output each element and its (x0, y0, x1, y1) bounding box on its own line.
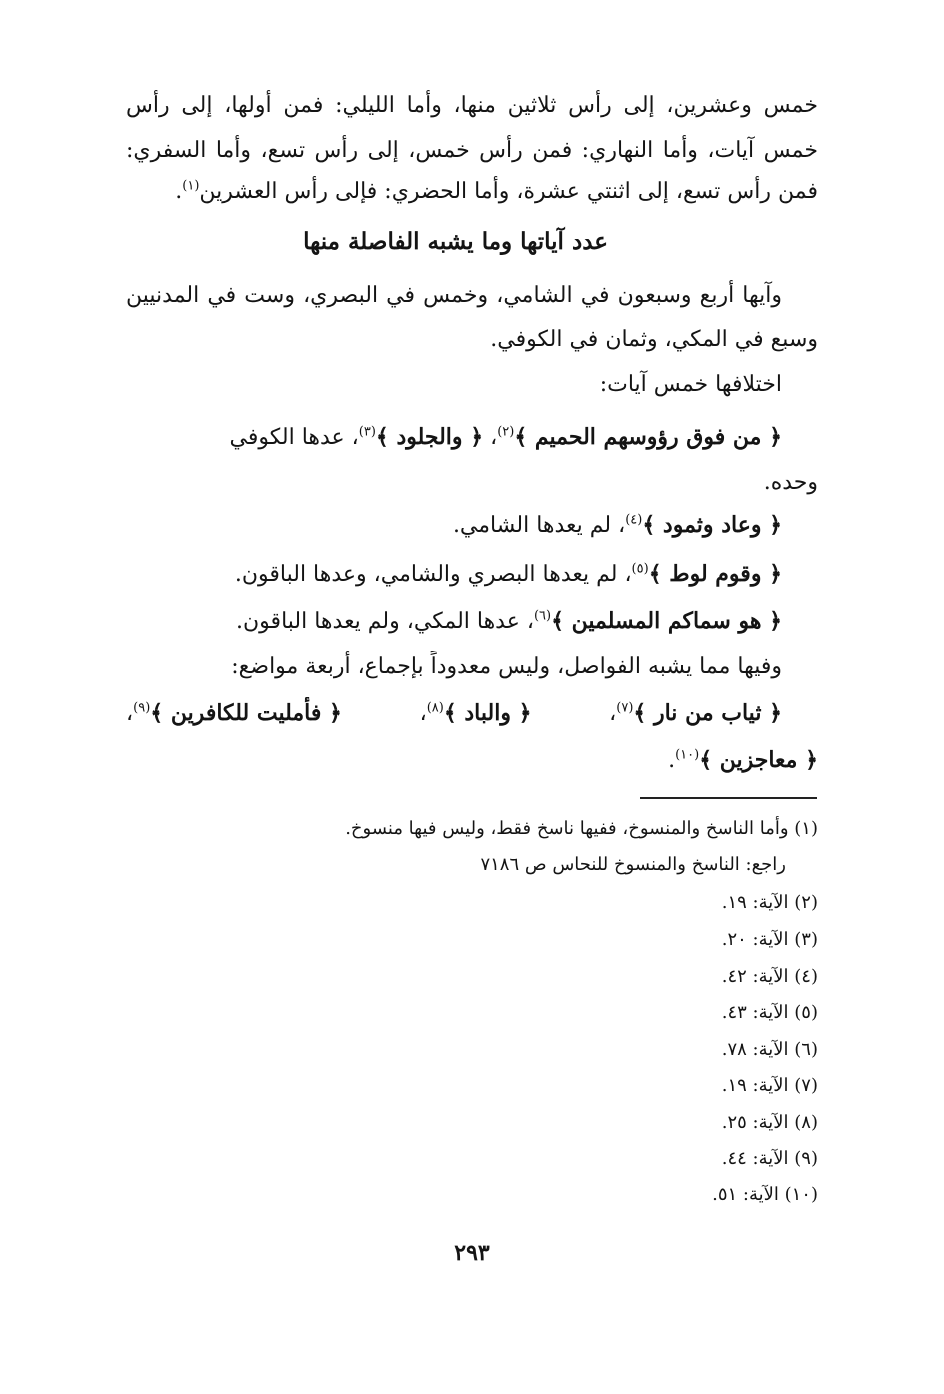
footnote-ref-4: (٤) (625, 512, 643, 528)
quran-quote-8: ﴿ فأمليت للكافرين ﴾ (150, 700, 342, 726)
body-line-7 (126, 421, 782, 454)
body-line-5: وسبع في المكي، وثمان في الكوفي. (490, 327, 818, 352)
footnote-ref-10: (١٠) (675, 747, 700, 763)
body-line-6: اختلافها خمس آيات: (599, 372, 782, 397)
separator: ، (483, 425, 498, 450)
body-line-4: وآيها أربع وسبعون في الشامي، وخمس في البصري، وست في المدنيين (126, 283, 782, 308)
footnote-ref-3: (٣) (358, 424, 376, 440)
body-line-3 (126, 176, 818, 208)
footnote-ref-5: (٥) (631, 561, 649, 577)
body-line-11 (126, 605, 782, 638)
body-line-14 (126, 744, 818, 777)
body-line-10-tail: ، لم يعدها البصري والشامي، وعدها الباقون. (234, 562, 632, 587)
body-line-9-tail: ، لم يعدها الشامي. (452, 513, 626, 538)
body-line-10 (126, 558, 782, 591)
body-line-9 (126, 509, 782, 542)
footnote-8: (٨) الآية: ٢٥. (721, 1112, 818, 1133)
quote-group-7: ﴿ ثياب من نار ﴾$^{(٧)}$، (609, 700, 782, 726)
footnote-3: (٣) الآية: ٢٠. (721, 929, 818, 950)
quran-quote-1: ﴿ من فوق رؤوسهم الحميم ﴾ (514, 424, 782, 450)
footnote-1: (١) وأما الناسخ والمنسوخ، ففيها ناسخ فقط، وليس فيها منسوخ. (345, 818, 818, 839)
footnote-2: (٢) الآية: ١٩. (721, 892, 818, 913)
page-number: ٢٩٣ (454, 1240, 490, 1266)
quote-group-8: ﴿ والباد ﴾$^{(٨)}$، (419, 700, 532, 726)
quran-quote-4: ﴿ وقوم لوط ﴾ (648, 561, 782, 587)
body-line-3-text: فمن رأس تسع، إلى اثنتي عشرة، وأما الحضري: فإلى رأس العشرين (199, 179, 818, 204)
footnote-divider (640, 797, 817, 799)
footnote-ref-8: (٨) (426, 700, 444, 716)
footnote-4: (٤) الآية: ٤٢. (721, 966, 818, 987)
footnote-ref-1: (١) (182, 178, 200, 194)
footnote-ref-9: (٩) (133, 700, 151, 716)
body-line-11-tail: ، عدها المكي، ولم يعدها الباقون. (236, 609, 534, 634)
footnote-10: (١٠) الآية: ٥١. (712, 1184, 818, 1205)
footnote-ref-2: (٢) (497, 424, 515, 440)
footnote-7: (٧) الآية: ١٩. (721, 1075, 818, 1096)
quran-quote-3: ﴿ وعاد وثمود ﴾ (642, 512, 782, 538)
quran-quote-9: ﴿ معاجزين ﴾ (699, 747, 818, 773)
footnote-9: (٩) الآية: ٤٤. (721, 1148, 818, 1169)
body-line-12: وفيها مما يشبه الفواصل، وليس معدوداً بإجماع، أربعة مواضع: (231, 654, 782, 679)
footnote-ref-7: (٧) (616, 700, 634, 716)
quran-quote-7: ﴿ والباد ﴾ (443, 700, 532, 726)
body-line-3-end: . (175, 179, 183, 204)
body-line-7-tail: ، عدها الكوفي (229, 425, 359, 450)
footnote-1-reference: راجع: الناسخ والمنسوخ للنحاس ص ٧١٨٦ (480, 854, 786, 875)
footnote-ref-6: (٦) (533, 608, 552, 624)
quran-quote-2: ﴿ والجلود ﴾ (375, 424, 484, 450)
body-line-13 (126, 697, 782, 730)
quote-group-9: ﴿ فأمليت للكافرين ﴾$^{(٩)}$، (126, 700, 342, 726)
footnote-6: (٦) الآية: ٧٨. (721, 1039, 818, 1060)
body-line-2: خمس آيات، وأما النهاري: فمن رأس خمس، إلى رأس تسع، وأما السفري: (126, 138, 818, 163)
footnote-5: (٥) الآية: ٤٣. (721, 1002, 818, 1023)
body-line-14-end: . (668, 748, 676, 773)
body-line-1: خمس وعشرين، إلى رأس ثلاثين منها، وأما الليلي: فمن أولها، إلى رأس (126, 93, 818, 118)
section-heading: عدد آياتها وما يشبه الفاصلة منها (303, 228, 608, 255)
quran-quote-6: ﴿ ثياب من نار ﴾ (633, 700, 782, 726)
body-line-8: وحده. (763, 470, 818, 495)
quran-quote-5: ﴿ هو سماكم المسلمين ﴾ (551, 608, 782, 634)
